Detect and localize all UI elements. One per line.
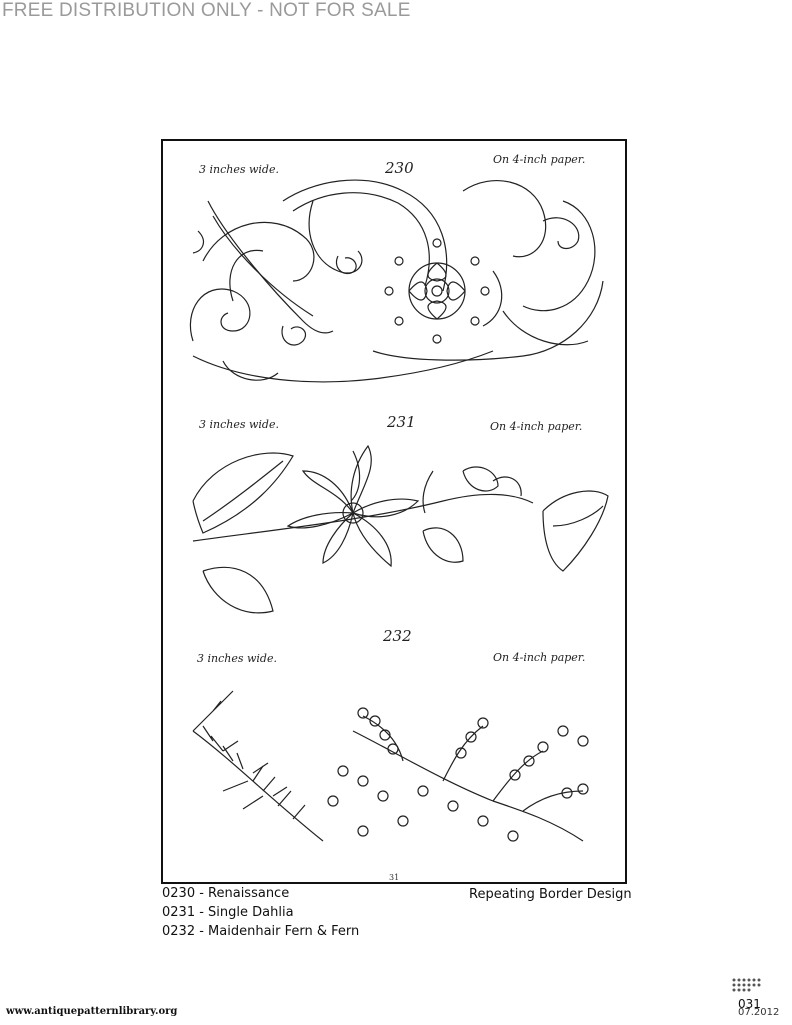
- plate-230-width: 3 inches wide.: [199, 163, 279, 176]
- pattern-caption-list: [162, 884, 359, 941]
- footer-date: 07.2012: [738, 1007, 780, 1018]
- apl-logo-icon: [732, 978, 768, 996]
- scan-page-number: 31: [389, 873, 400, 882]
- design-type-caption: Repeating Border Design: [469, 887, 632, 902]
- watermark: FREE DISTRIBUTION ONLY - NOT FOR SALE: [2, 0, 411, 21]
- pattern-illustrations: [163, 141, 625, 882]
- plate-232-width: 3 inches wide.: [197, 652, 277, 665]
- plate-231-width: 3 inches wide.: [199, 418, 279, 431]
- caption-item: 0231 - Single Dahlia: [162, 905, 294, 920]
- pattern-scan: [161, 139, 627, 884]
- footer-page-number: 031: [738, 997, 761, 1011]
- plate-230-number: 230: [385, 159, 414, 177]
- pattern-231-drawing: [193, 446, 608, 613]
- plate-230-paper: On 4-inch paper.: [493, 153, 586, 166]
- plate-231-paper: On 4-inch paper.: [490, 420, 583, 433]
- plate-231-number: 231: [387, 413, 416, 431]
- plate-232-number: 232: [383, 627, 412, 645]
- plate-232-paper: On 4-inch paper.: [493, 651, 586, 664]
- pattern-230-drawing: [190, 180, 603, 382]
- pattern-232-drawing: [193, 691, 588, 841]
- caption-item: 0230 - Renaissance: [162, 886, 290, 901]
- caption-item: 0232 - Maidenhair Fern & Fern: [162, 924, 360, 939]
- footer-url: www.antiquepatternlibrary.org: [6, 1006, 178, 1017]
